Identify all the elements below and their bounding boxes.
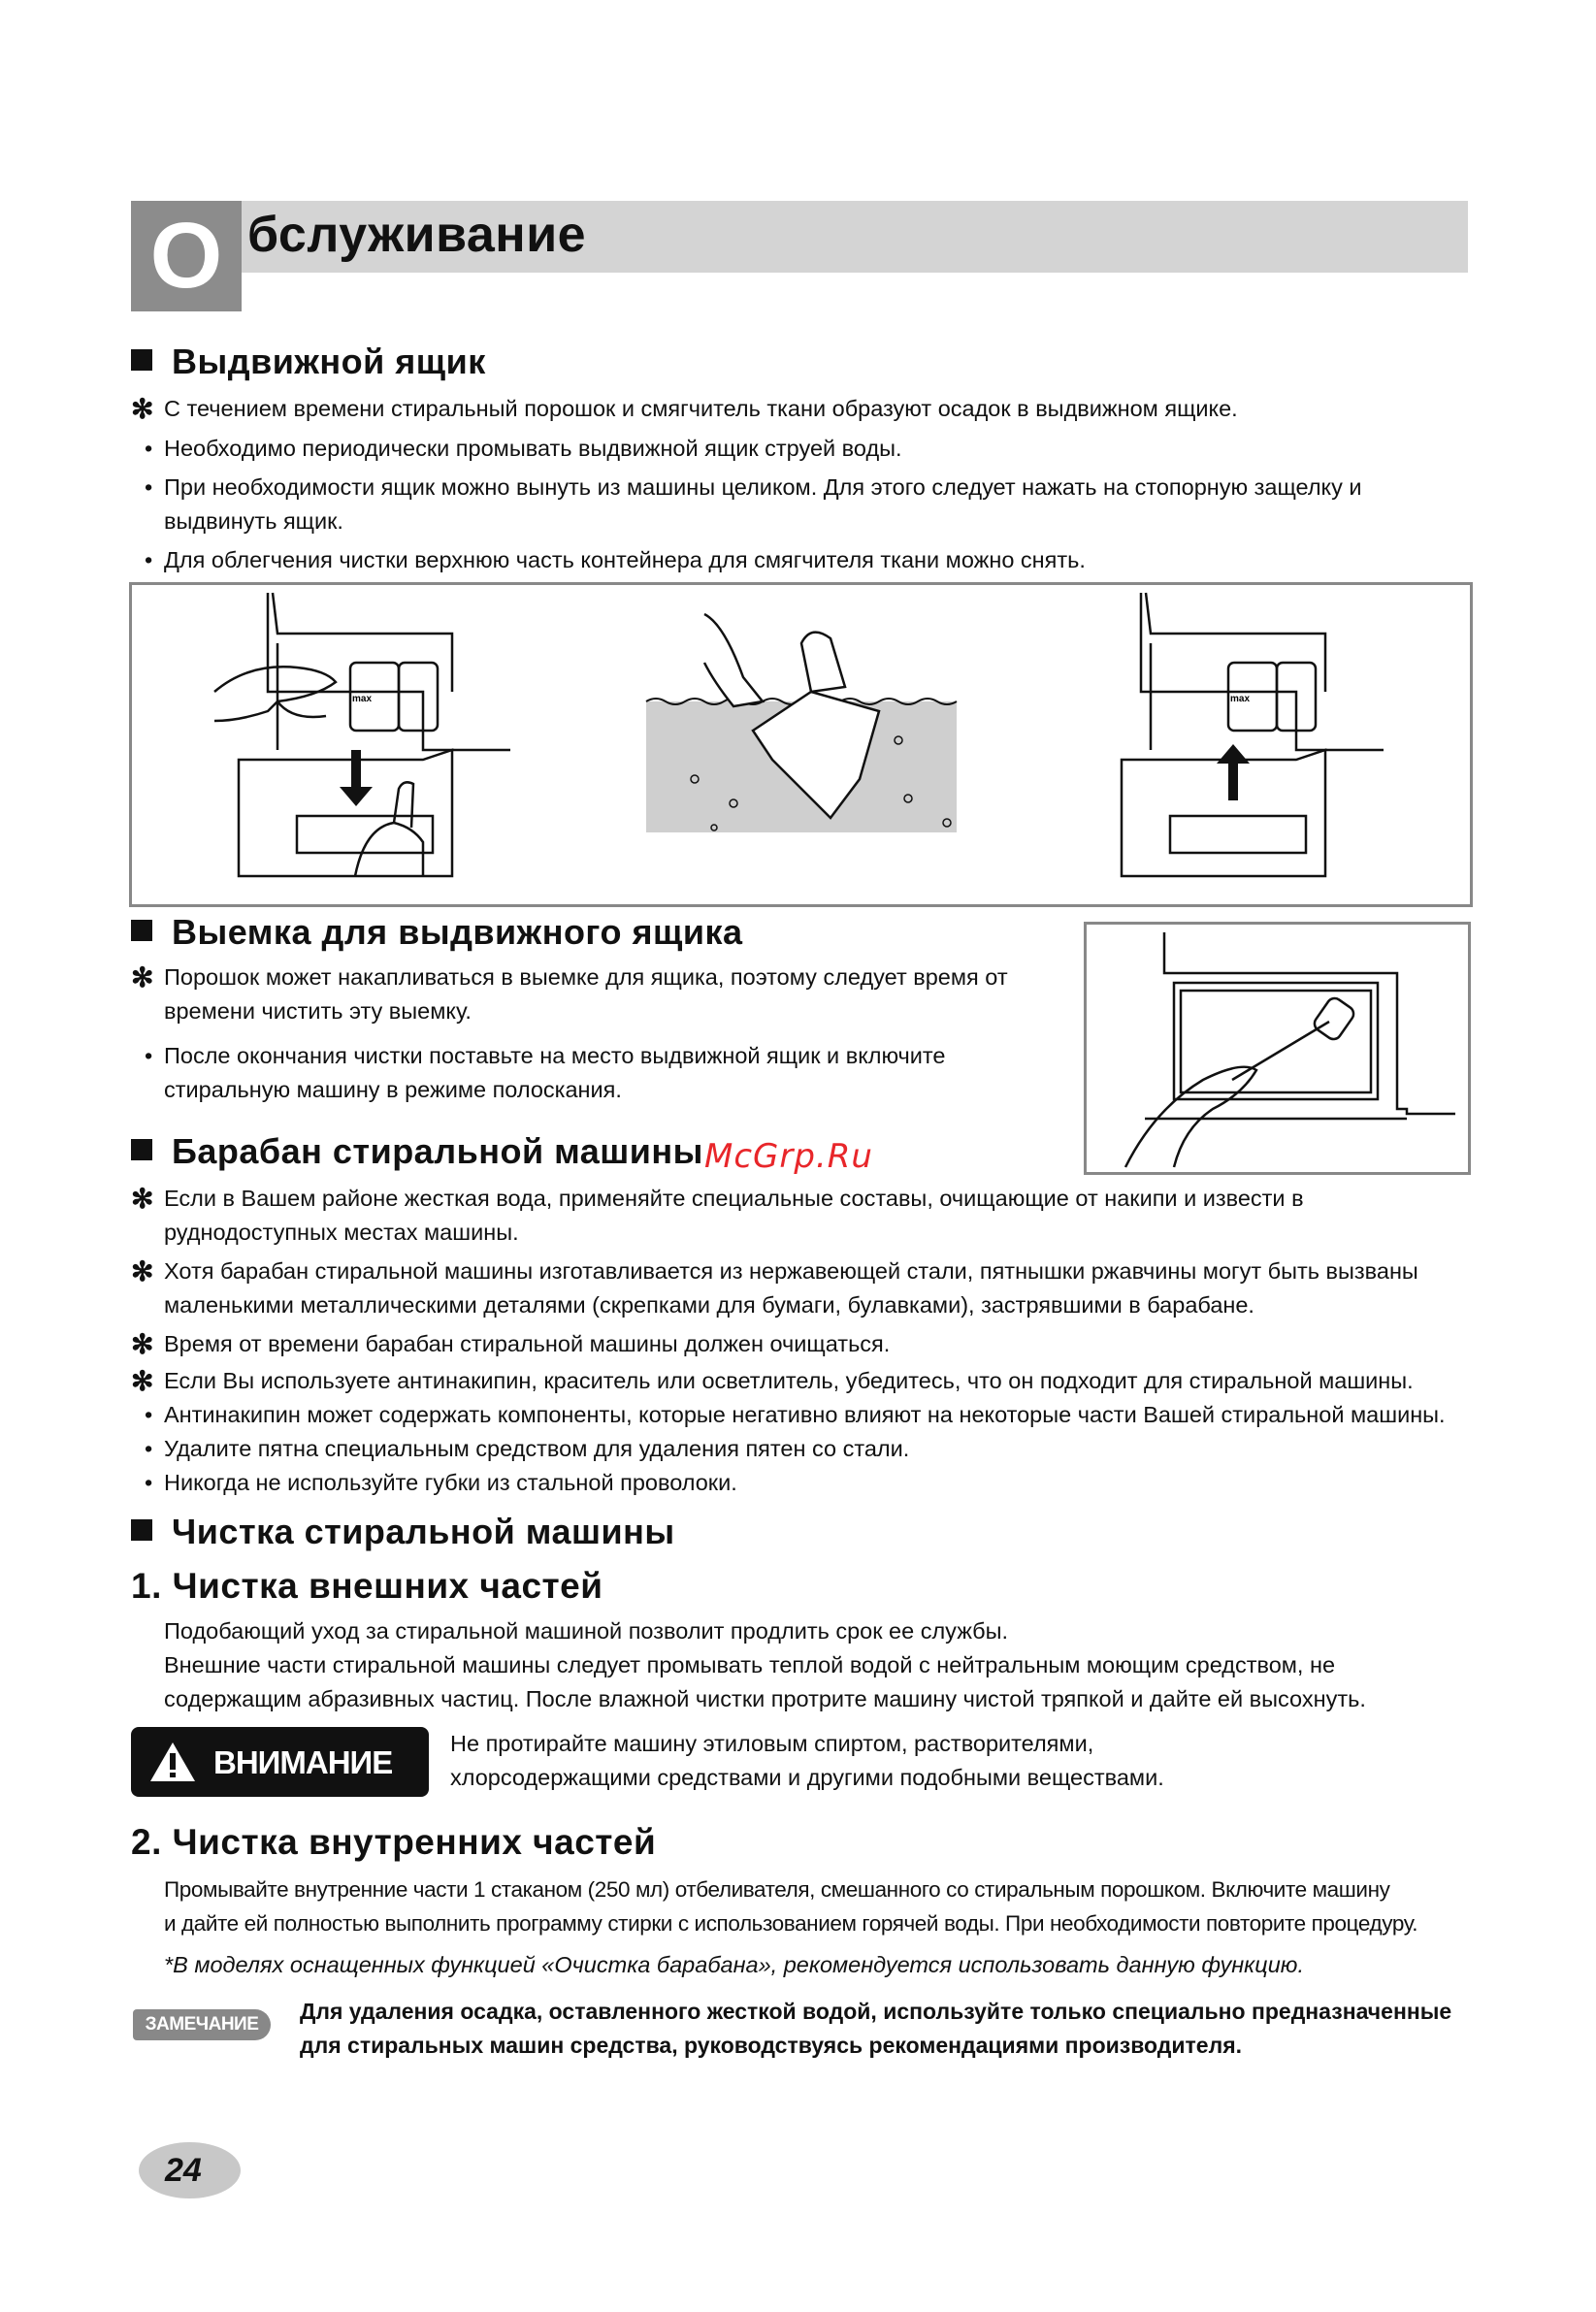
asterisk-icon: ✻ [131, 962, 154, 993]
list-item: • Необходимо периодически промывать выдвижной ящик струей воды. [131, 432, 902, 466]
section-title-cleaning: Чистка стиральной машины [131, 1512, 675, 1552]
note-text: Для удаления осадка, оставленного жесткой водой, используйте только специально предназначенные [300, 1999, 1452, 2024]
warning-badge [131, 1727, 429, 1797]
square-bullet-icon [131, 349, 152, 371]
bullet-icon: • [145, 474, 153, 500]
list-item-continued: руднодоступных местах машины. [164, 1220, 519, 1245]
bullet-icon: • [145, 1470, 153, 1495]
warning-text: Не протирайте машину этиловым спиртом, растворителями, [450, 1731, 1094, 1756]
asterisk-icon: ✻ [131, 1256, 154, 1286]
list-item: • Антинакипин может содержать компоненты, которые негативно влияют на некоторые части Вашей стиральной машины. [131, 1398, 1446, 1432]
list-item-continued: времени чистить эту выемку. [164, 998, 472, 1024]
list-item: ✻ Порошок может накапливаться в выемке для ящика, поэтому следует время от [131, 962, 1008, 993]
list-item-continued: выдвинуть ящик. [164, 508, 343, 534]
list-item: ✻ Если в Вашем районе жесткая вода, применяйте специальные составы, очищающие от накипи и извести в [131, 1184, 1304, 1214]
asterisk-icon: ✻ [131, 1184, 154, 1214]
paragraph-line-italic: *В моделях оснащенных функцией «Очистка барабана», рекомендуется использовать данную функцию. [164, 1952, 1304, 1977]
bullet-icon: • [145, 436, 153, 461]
recess-cleaning-illustration [1084, 922, 1471, 1175]
list-item: ✻ Хотя барабан стиральной машины изготавливается из нержавеющей стали, пятнышки ржавчины могут быть вызваны [131, 1256, 1418, 1286]
bullet-icon: • [145, 547, 153, 572]
list-item: ✻ С течением времени стиральный порошок и смягчитель ткани образуют осадок в выдвижном ящике. [131, 394, 1238, 424]
paragraph-line: Промывайте внутренние части 1 стаканом (250 мл) отбеливателя, смешанного со стиральным порошком. Включите машину [164, 1877, 1390, 1902]
section-title-drawer: Выдвижной ящик [131, 342, 486, 382]
square-bullet-icon [131, 920, 152, 941]
paragraph-line: и дайте ей полностью выполнить программу стирки с использованием горячей воды. При необходимости повторите процедуру. [164, 1911, 1418, 1936]
note-text: для стиральных машин средства, руководствуясь рекомендациями производителя. [300, 2033, 1243, 2058]
subsection-title-interior: 2. Чистка внутренних частей [131, 1822, 657, 1862]
list-item: • После окончания чистки поставьте на место выдвижной ящик и включите [131, 1039, 946, 1073]
list-item: • Удалите пятна специальным средством для удаления пятен со стали. [131, 1432, 909, 1466]
bullet-icon: • [145, 1043, 153, 1068]
drawer-removal-drawing [132, 585, 1470, 904]
asterisk-icon: ✻ [131, 1366, 154, 1396]
list-item: ✻ Время от времени барабан стиральной машины должен очищаться. [131, 1329, 891, 1359]
subsection-title-exterior: 1. Чистка внешних частей [131, 1566, 603, 1606]
note-badge: ЗАМЕЧАНИЕ [133, 2009, 271, 2040]
max-label: max [352, 694, 373, 704]
square-bullet-icon [131, 1519, 152, 1541]
list-item: ✻ Если Вы используете антинакипин, краситель или осветлитель, убедитесь, что он подходит для стиральной машины. [131, 1366, 1414, 1396]
list-item: • Никогда не используйте губки из стальной проволоки. [131, 1466, 737, 1500]
watermark: McGrp.Ru [704, 1137, 873, 1176]
warning-text: хлорсодержащими средствами и другими подобными веществами. [450, 1765, 1164, 1790]
brush-cleaning-drawing [1087, 925, 1468, 1172]
list-item: • Для облегчения чистки верхнюю часть контейнера для смягчителя ткани можно снять. [131, 543, 1086, 577]
square-bullet-icon [131, 1139, 152, 1160]
bullet-icon: • [145, 1436, 153, 1461]
drawer-illustration [129, 582, 1473, 907]
warning-triangle-icon [148, 1741, 197, 1783]
page-number: 24 [165, 2152, 202, 2189]
bullet-icon: • [145, 1402, 153, 1427]
list-item-continued: маленькими металлическими деталями (скрепками для бумаги, булавками), застрявшими в барабане. [164, 1292, 1254, 1318]
paragraph-line: Подобающий уход за стиральной машиной позволит продлить срок ее службы. [164, 1618, 1009, 1644]
list-item: • При необходимости ящик можно вынуть из машины целиком. Для этого следует нажать на стопорную защелку и [131, 471, 1362, 505]
list-item-continued: стиральную машину в режиме полоскания. [164, 1077, 622, 1102]
warning-label: ВНИМАНИЕ [213, 1744, 393, 1780]
max-label: max [1230, 694, 1251, 704]
asterisk-icon: ✻ [131, 1329, 154, 1359]
header-initial: О [131, 201, 242, 311]
section-title-drum: Барабан стиральной машины [131, 1131, 703, 1172]
section-title-drawer-recess: Выемка для выдвижного ящика [131, 912, 743, 953]
asterisk-icon: ✻ [131, 394, 154, 424]
page-title: бслуживание [247, 207, 587, 263]
paragraph-line: содержащим абразивных частиц. После влажной чистки протрите машину чистой тряпкой и дайте ей высохнуть. [164, 1686, 1366, 1711]
paragraph-line: Внешние части стиральной машины следует промывать теплой водой с нейтральным моющим средством, не [164, 1652, 1336, 1677]
